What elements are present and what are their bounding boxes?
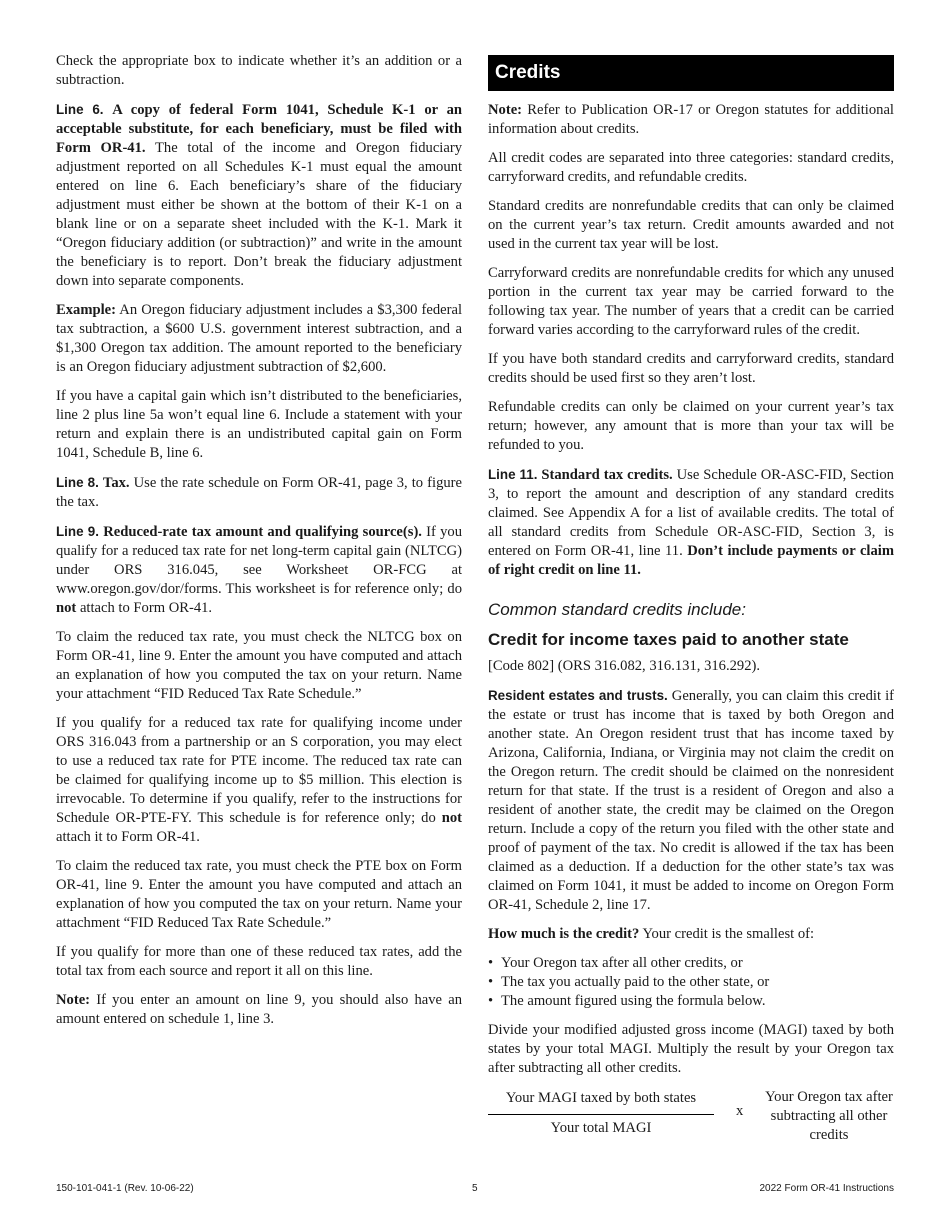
line8-paragraph xyxy=(56,473,462,512)
pte-not: not xyxy=(441,810,462,826)
common-credits-heading: Common standard credits include: xyxy=(488,600,746,619)
credits-note-label: Note: xyxy=(488,102,523,118)
fraction-bar xyxy=(488,1114,714,1115)
credits-section-header: Credits xyxy=(488,55,894,91)
credits-note-paragraph xyxy=(488,101,894,139)
how-much-label: How much is the credit? xyxy=(488,926,640,942)
line11-text: Use Schedule OR-ASC-FID, Section 3, to report the amount and description of any standard credits claimed. See Appendix A for a list of available credits. The total of all standard credits from Schedule OR-ASC-FID, Section 3, is entered on Form OR-41, line 11. xyxy=(488,467,894,559)
nltcg-claim-paragraph: To claim the reduced tax rate, you must check the NLTCG box on Form OR-41, line 9. Enter the amount you have computed and attach an explanation of how you computed the tax on your return. Name your attachment “FID Reduced Tax Rate Schedule.” xyxy=(56,629,462,702)
line9-text-b: attach to Form OR-41. xyxy=(79,600,213,616)
credit-bullet-list xyxy=(488,954,894,1011)
pte-text-b: attach it to Form OR-41. xyxy=(56,829,200,845)
example-text: An Oregon fiduciary adjustment includes a $3,300 federal tax subtraction, a $600 U.S. government interest subtraction, and a $1,300 Oregon tax addition. The amount reported to the beneficiary is an Oregon fiduciary adjustment subtraction of $2,600. xyxy=(56,302,463,375)
line8-bold: Tax. xyxy=(102,475,130,491)
line9-note-paragraph xyxy=(56,991,462,1029)
pte-paragraph xyxy=(56,714,462,847)
footer-page-number: 5 xyxy=(472,1183,478,1194)
multiply-sign: x xyxy=(736,1103,744,1119)
left-column xyxy=(56,52,462,1039)
note-label: Note: xyxy=(56,992,91,1008)
line11-label: Line 11. xyxy=(488,467,538,482)
line9-paragraph xyxy=(56,522,462,618)
formula-denominator: Your total MAGI xyxy=(550,1120,652,1136)
credits-note-text: Refer to Publication OR-17 or Oregon statutes for additional information about credits. xyxy=(488,102,894,137)
line8-text: Use the rate schedule on Form OR-41, page 3, to figure the tax. xyxy=(56,475,463,510)
line9-bold: Reduced-rate tax amount and qualifying source(s). xyxy=(103,524,422,540)
line11-paragraph xyxy=(488,465,894,580)
how-much-text: Your credit is the smallest of: xyxy=(642,926,815,942)
footer-form-title: 2022 Form OR-41 Instructions xyxy=(759,1183,894,1194)
note-text: If you enter an amount on line 9, you should also have an amount entered on schedule 1, line 3. xyxy=(56,992,462,1027)
formula-numerator: Your MAGI taxed by both states xyxy=(505,1090,697,1106)
resident-paragraph xyxy=(488,686,894,915)
resident-text: Generally, you can claim this credit if the estate or trust has income that is taxed by both Oregon and another state. An Oregon resident trust that has income taxed by Arizona, California, Indiana, or Virginia may not claim the credit on the Oregon return. The credit should be claimed on the nonresident return for that state. If the trust is a resident of Oregon and also a resident of another state, the credit may be claimed on the Oregon return. Include a copy of the return you filed with the other state and proof of payment of the tax. No credit is allowed if the tax has been claimed as a deduction. If a deduction for the other state’s tax was claimed on Form 1041, it must be added to income on Oregon Form OR-41, Schedule 2, line 17. xyxy=(488,688,894,913)
right-column xyxy=(488,52,894,1146)
line6-paragraph xyxy=(56,100,462,291)
divide-paragraph: Divide your modified adjusted gross income (MAGI) taxed by both states by your total MAGI. Multiply the result by your Oregon tax after subtracting all other credits. xyxy=(488,1022,894,1076)
formula-oregon-tax: Your Oregon tax after subtracting all other credits xyxy=(765,1089,893,1143)
line6-text: The total of the income and Oregon fiduciary adjustment reported on all Schedules K-1 must equal the amount entered on line 6. Each beneficiary’s share of the fiduciary adjustment must either be shown at the bottom of their K-1 on a blank line or on a separate sheet included with the K-1. Mark it “Oregon fiduciary addition (or subtraction)” and write in the amount the beneficiary is to report. Don’t break the fiduciary adjustment down into separate components. xyxy=(56,140,462,289)
both-credits-paragraph: If you have both standard credits and carryforward credits, standard credits should be used first so they aren’t lost. xyxy=(488,351,894,386)
line6-bold: A copy of federal Form 1041, Schedule K-1 or an acceptable substitute, for each beneficiary, must be filed with Form OR-41. xyxy=(56,102,462,156)
categories-paragraph: All credit codes are separated into three categories: standard credits, carryforward credits, and refundable credits. xyxy=(488,150,894,185)
line9-label: Line 9. xyxy=(56,524,99,539)
example-label: Example: xyxy=(56,302,116,318)
pte-text-a: If you qualify for a reduced tax rate for qualifying income under ORS 316.043 from a partnership or an S corporation, you may elect to use a reduced tax rate for PTE income. The reduced tax rate can be claimed for qualifying income up to $5 million. This election is irrevocable. To determine if you qualify, refer to the instructions for Schedule OR-PTE-FY. This schedule is for reference only; do xyxy=(56,715,462,826)
line11-bold: Standard tax credits. xyxy=(541,467,673,483)
list-item: • Your Oregon tax after all other credits, or xyxy=(488,954,894,973)
capital-gain-paragraph: If you have a capital gain which isn’t distributed to the beneficiaries, line 2 plus line 5a won’t equal line 6. Include a statement with your return and explain there is an undistributed capital gain on Form 1041, Schedule B, line 6. xyxy=(56,388,462,461)
addition-subtraction-paragraph: Check the appropriate box to indicate whether it’s an addition or a subtraction. xyxy=(56,53,462,88)
standard-credits-paragraph: Standard credits are nonrefundable credits that can only be claimed on the current year’s tax return. Credit amounts awarded and not used in the current tax year will be lost. xyxy=(488,198,894,252)
refundable-credits-paragraph: Refundable credits can only be claimed on your current year’s tax return; however, any amount that is more than your tax will be refunded to you. xyxy=(488,399,894,453)
credit-other-state-heading: Credit for income taxes paid to another state xyxy=(488,630,849,649)
resident-label: Resident estates and trusts. xyxy=(488,688,668,703)
footer-form-number: 150-101-041-1 (Rev. 10-06-22) xyxy=(56,1183,194,1194)
line11-bold-2: Don’t include payments or claim of right credit on line 11. xyxy=(488,543,894,578)
pte-claim-paragraph: To claim the reduced tax rate, you must check the PTE box on Form OR-41, line 9. Enter the amount you have computed and attach an explanation of how you computed the tax on your return. Name your attachment “FID Reduced Tax Rate Schedule.” xyxy=(56,858,462,931)
example-paragraph xyxy=(56,301,462,377)
how-much-paragraph xyxy=(488,925,894,944)
line9-text-a: If you qualify for a reduced tax rate for net long-term capital gain (NLTCG) under ORS 316.045, see Worksheet OR-FCG at www.oregon.gov/dor/forms. This worksheet is for reference only; do xyxy=(56,524,462,597)
list-item: • The amount figured using the formula below. xyxy=(488,992,894,1011)
list-item: • The tax you actually paid to the other state, or xyxy=(488,973,894,992)
line9-not: not xyxy=(56,600,77,616)
credit-formula xyxy=(488,1088,894,1146)
code-paragraph: [Code 802] (ORS 316.082, 316.131, 316.292). xyxy=(488,658,761,674)
formula-fraction xyxy=(488,1088,714,1138)
carryforward-credits-paragraph: Carryforward credits are nonrefundable credits for which any unused portion in the current tax year may be carried forward to the following tax year. The number of years that a credit can be carried forward varies according to the carryforward rules of the credit. xyxy=(488,265,894,338)
multiple-rates-paragraph: If you qualify for more than one of these reduced tax rates, add the total tax from each source and report it all on this line. xyxy=(56,944,462,979)
line8-label: Line 8. xyxy=(56,475,99,490)
line6-label: Line 6. xyxy=(56,102,104,117)
